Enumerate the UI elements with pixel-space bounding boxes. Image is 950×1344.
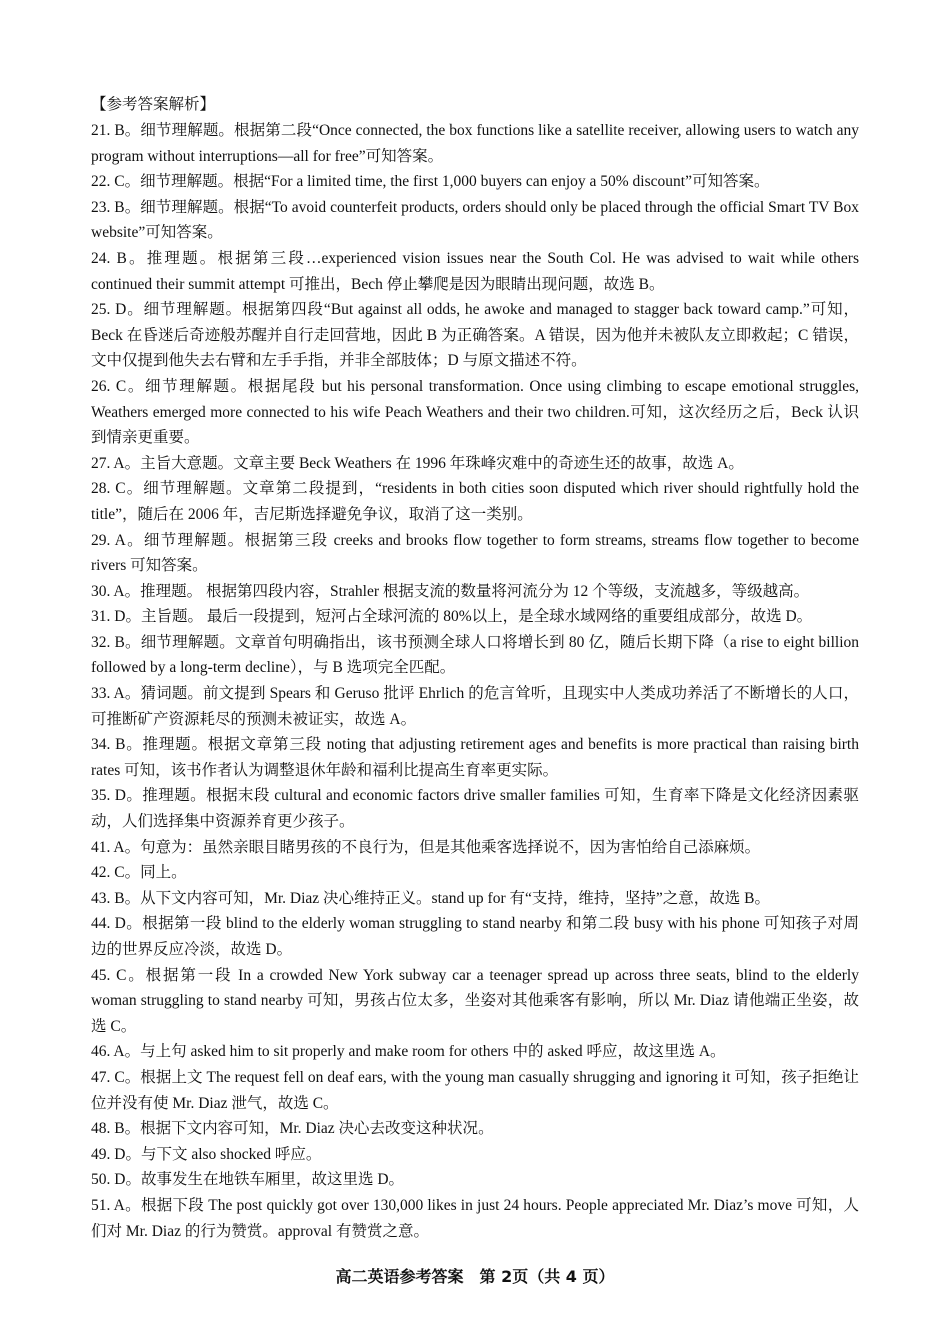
answer-entry-26: 26. C。细节理解题。根据尾段 but his personal transformation. Once using climbing to escape emotional struggles, Weathers emerged more connected to his wife Peach Weathers and their two children.可知，这次经历之后，Beck 认识到情亲更重要。	[91, 377, 859, 447]
answer-entry-29: 29. A。细节理解题。根据第三段 creeks and brooks flow together to form streams, streams flow together to become rivers 可知答案。	[91, 531, 859, 575]
answer-entry-34: 34. B。推理题。根据文章第三段 noting that adjusting retirement ages and benefits is more practical than raising birth rates 可知，该书作者认为调整退休年龄和福利比提高生育率更实际。	[91, 736, 859, 779]
answer-entry-30: 30. A。推理题。 根据第四段内容，Strahler 根据支流的数量将河流分为 12 个等级，支流越多，等级越高。	[91, 582, 810, 600]
answer-entry-27: 27. A。主旨大意题。文章主要 Beck Weathers 在 1996 年珠峰灾难中的奇迹生还的故事，故选 A。	[91, 454, 744, 472]
answer-entry-35: 35. D。推理题。根据末段 cultural and economic factors drive smaller families 可知，生育率下降是文化经济因素驱动，人们选择集中资源养育更少孩子。	[91, 787, 859, 831]
answer-entry-33: 33. A。猜词题。前文提到 Spears 和 Geruso 批评 Ehrlich 的危言耸听，且现实中人类成功养活了不断增长的人口，可推断矿产资源耗尽的预测未被证实，故选 A。	[91, 685, 859, 728]
answer-entry-22: 22. C。细节理解题。根据“For a limited time, the first 1,000 buyers can enjoy a 50% discount”可知答案。	[91, 173, 770, 191]
answer-entry-51: 51. A。根据下段 The post quickly got over 130,000 likes in just 24 hours. People appreciated Mr. Diaz’s move 可知，人们对 Mr. Diaz 的行为赞赏。approval 有赞赏之意。	[91, 1196, 859, 1240]
answer-entry-46: 46. A。与上句 asked him to sit properly and make room for others 中的 asked 呼应，故这里选 A。	[91, 1043, 726, 1061]
answer-entry-24: 24. B。推理题。根据第三段…experienced vision issues near the South Col. He was advised to wait while others continued their summit attempt 可推出，Bech 停止攀爬是因为眼睛出现问题，故选 B。	[91, 249, 859, 293]
answer-entry-42: 42. C。同上。	[91, 864, 187, 882]
answer-entry-25: 25. D。细节理解题。根据第四段“But against all odds, he awoke and managed to stagger back toward camp.”可知，Beck 在昏迷后奇迹般苏醒并自行走回营地，因此 B 为正确答案。A 错误，因为他并未被队友立即救起；C 错误，文中仅提到他失去右臂和左手手指，并非全部肢体；D 与原文描述不符。	[91, 301, 859, 370]
answer-entry-31: 31. D。主旨题。 最后一段提到，短河占全球河流的 80%以上，是全球水域网络的重要组成部分，故选 D。	[91, 608, 813, 626]
answer-entry-23: 23. B。细节理解题。根据“To avoid counterfeit products, orders should only be placed through the official Smart TV Box website”可知答案。	[91, 198, 859, 242]
answer-entry-32: 32. B。细节理解题。文章首句明确指出，该书预测全球人口将增长到 80 亿，随后长期下降（a rise to eight billion followed by a long-term decline），与 B 选项完全匹配。	[91, 633, 859, 677]
answer-entry-21: 21. B。细节理解题。根据第二段“Once connected, the box functions like a satellite receiver, allowing users to watch any program without interruptions—all for free”可知答案。	[91, 122, 859, 165]
answer-entry-44: 44. D。根据第一段 blind to the elderly woman struggling to stand nearby 和第二段 busy with his phone 可知孩子对周边的世界反应冷淡，故选 D。	[91, 915, 859, 958]
page-footer: 高二英语参考答案 第 2页（共 4 页）	[335, 1267, 615, 1286]
answer-key-body	[91, 92, 859, 1244]
answer-entry-48: 48. B。根据下文内容可知，Mr. Diaz 决心去改变这种状况。	[91, 1120, 494, 1138]
answer-entry-50: 50. D。故事发生在地铁车厢里，故这里选 D。	[91, 1171, 405, 1189]
answer-entry-43: 43. B。从下文内容可知，Mr. Diaz 决心维持正义。stand up for 有“支持，维持，坚持”之意，故选 B。	[91, 889, 770, 907]
section-heading: 【参考答案解析】	[91, 96, 216, 113]
answer-entry-41: 41. A。句意为：虽然亲眼目睹男孩的不良行为，但是其他乘客选择说不，因为害怕给自己添麻烦。	[91, 838, 761, 856]
answer-entry-47: 47. C。根据上文 The request fell on deaf ears, with the young man casually shrugging and ignoring it 可知，孩子拒绝让位并没有使 Mr. Diaz 泄气，故选 C。	[91, 1068, 859, 1112]
answer-entry-49: 49. D。与下文 also shocked 呼应。	[91, 1145, 322, 1163]
answer-entry-45: 45. C。根据第一段 In a crowded New York subway car a teenager spread up across three seats, blind to the elderly woman struggling to stand nearby 可知，男孩占位太多，坐姿对其他乘客有影响，所以 Mr. Diaz 请他端正坐姿，故选 C。	[91, 966, 859, 1035]
answer-entry-28: 28. C。细节理解题。文章第二段提到，“residents in both cities soon disputed which river should rightfully hold the title”，随后在 2006 年，吉尼斯选择避免争议，取消了这一类别。	[91, 480, 859, 523]
